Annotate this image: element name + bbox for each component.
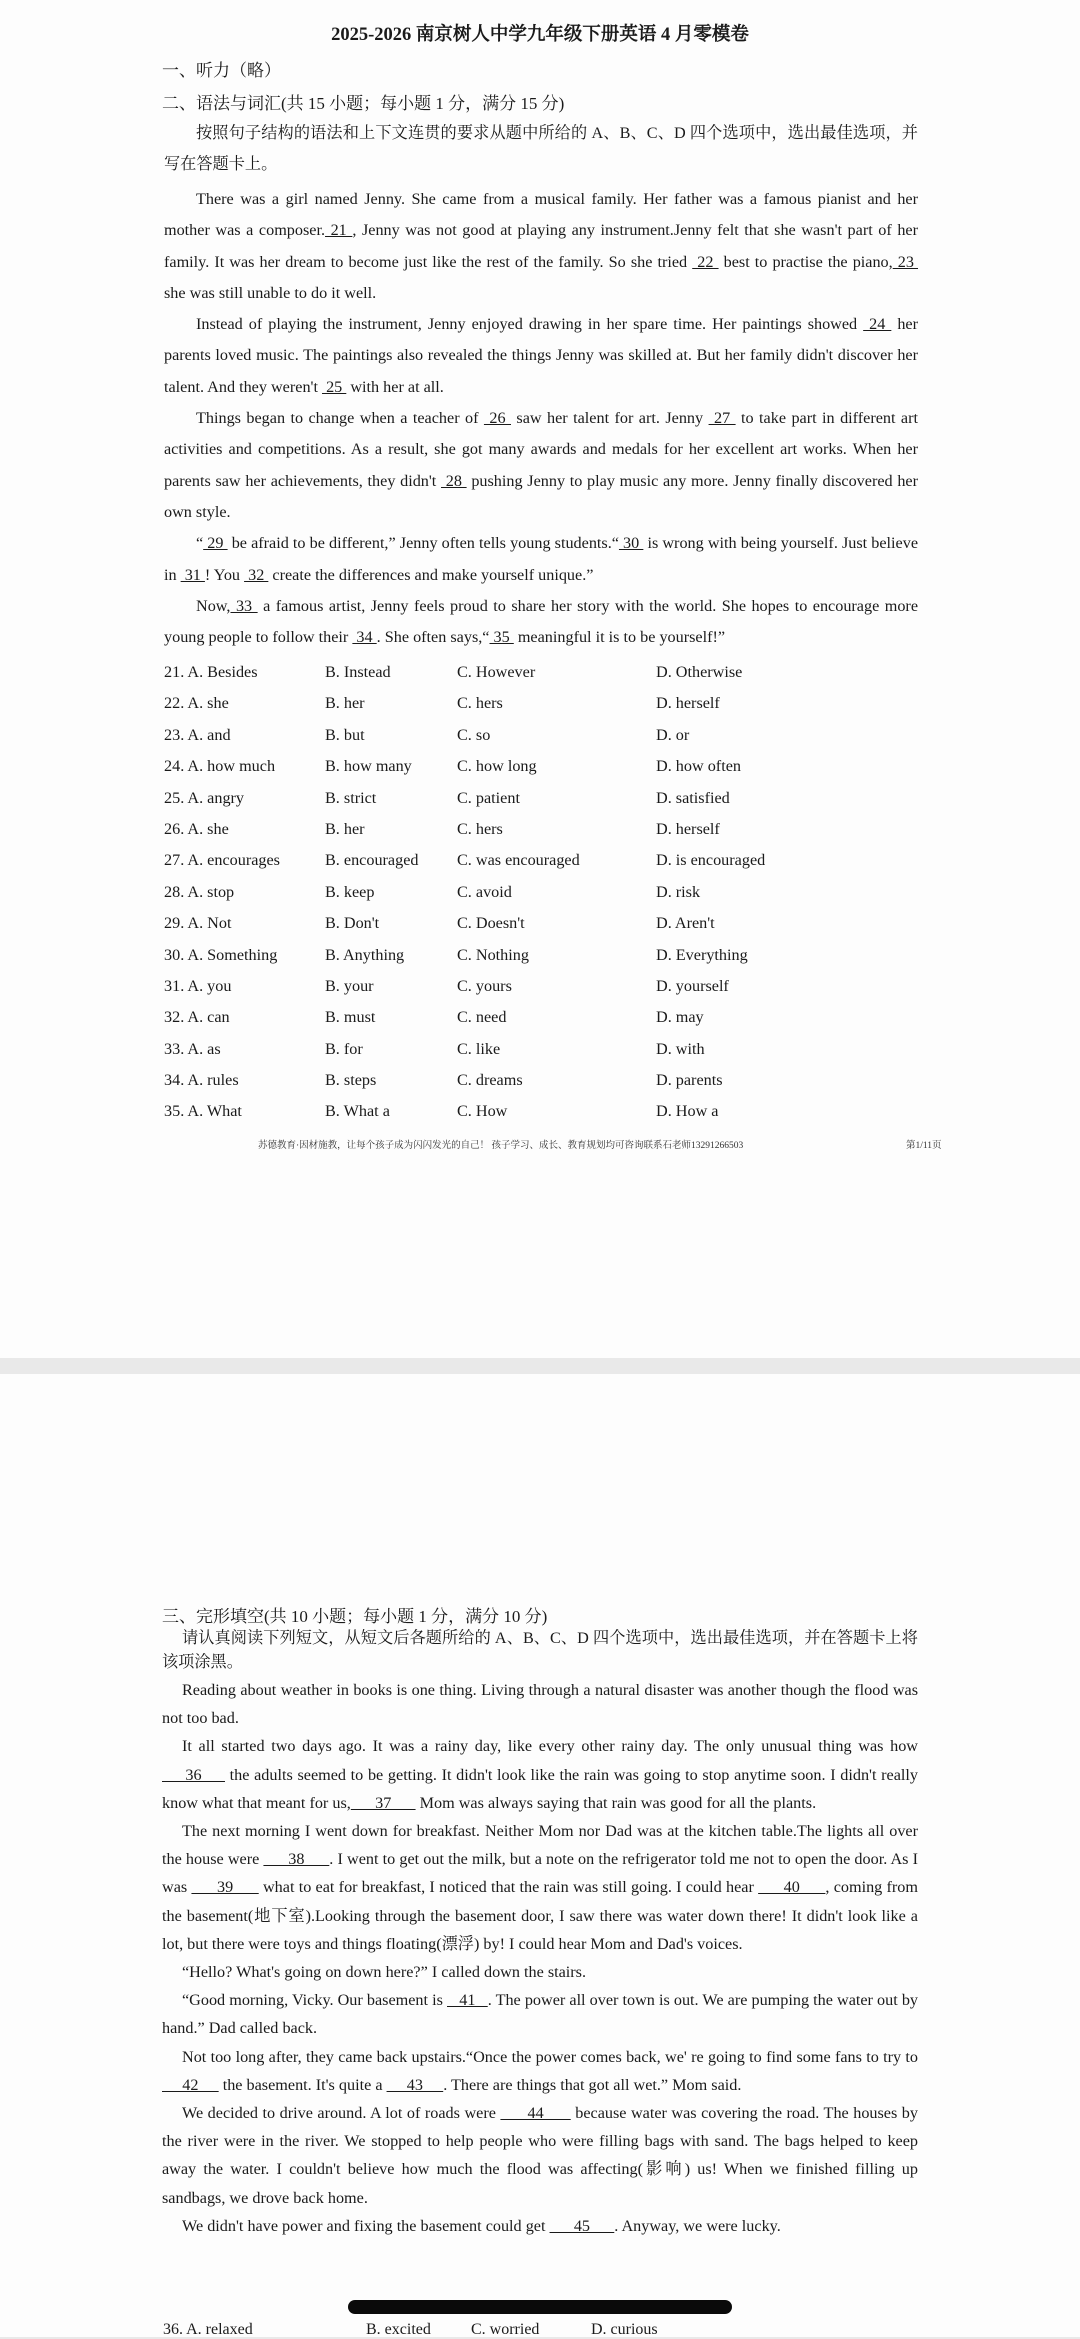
grammar-paragraph: Now, 33 a famous artist, Jenny feels proud to share her story with the world. She hopes to encourage more young people to follow their 34 . She often says,“ 35 meaningful it is to be yourself!” xyxy=(164,596,919,647)
option-a: 32. A. can xyxy=(164,1008,230,1027)
cloze-paragraph: We didn't have power and fixing the basement could get 45 . Anyway, we were lucky. xyxy=(182,2216,781,2235)
option-c: C. hers xyxy=(457,694,503,713)
answer-blank: 24 xyxy=(863,315,892,334)
option-b: B. must xyxy=(325,1008,376,1027)
option-b: B. her xyxy=(325,819,365,838)
answer-blank: 45 xyxy=(549,2216,615,2235)
answer-blank: 41 xyxy=(447,1991,488,2010)
footer-left: 苏德教育·因材施教，让每个孩子成为闪闪发光的自己！ 孩子学习、成长、教育规划均可咨询联系石老师13291266503 xyxy=(258,1141,744,1151)
option-a: 36. A. relaxed xyxy=(163,2321,253,2338)
answer-blank: 36 xyxy=(162,1765,225,1784)
option-d: D. or xyxy=(656,725,690,744)
option-b: B. for xyxy=(325,1039,363,1058)
option-b: B. Instead xyxy=(325,663,391,681)
option-b: B. but xyxy=(325,725,365,744)
option-b: B. her xyxy=(325,694,365,713)
option-d: D. yourself xyxy=(656,976,729,995)
cloze-instructions-text: 请认真阅读下列短文，从短文后各题所给的 A、B、C、D 四个选项中，选出最佳选项，并在答题卡上将该项涂黑。 xyxy=(162,1629,918,1671)
answer-blank: 27 xyxy=(708,409,736,428)
answer-blank: 40 xyxy=(758,1878,826,1897)
instructions-text: 按照句子结构的语法和上下文连贯的要求从题中所给的 A、B、C、D 四个选项中，选出最佳选项，并写在答题卡上。 xyxy=(164,124,918,174)
answer-blank: 34 xyxy=(352,628,377,647)
section-listening: 一、听力（略） xyxy=(162,61,281,80)
cloze-paragraph: “Good morning, Vicky. Our basement is 41 . The power all over town is out. We are pumping the water out by hand.” Dad called back. xyxy=(162,1991,919,2038)
option-c: C. so xyxy=(457,725,491,744)
option-c: C. patient xyxy=(457,788,520,807)
option-c: C. worried xyxy=(471,2321,540,2338)
home-indicator[interactable] xyxy=(348,2300,732,2314)
option-b: B. your xyxy=(325,976,374,995)
answer-blank: 35 xyxy=(489,628,514,647)
page-number: 第1/11页 xyxy=(906,1141,942,1151)
option-b: B. steps xyxy=(325,1071,377,1090)
cloze-paragraph: Not too long after, they came back upstairs.“Once the power comes back, we' re going to find some fans to try to 42 the basement. It's quite a 43 . There are things that got all wet.” Mom said. xyxy=(162,2047,918,2094)
option-c: C. avoid xyxy=(457,882,512,901)
answer-blank: 26 xyxy=(483,409,511,428)
option-a: 22. A. she xyxy=(164,694,229,713)
option-d: D. risk xyxy=(656,882,701,901)
option-a: 27. A. encourages xyxy=(164,851,280,870)
answer-blank: 21 xyxy=(325,221,353,240)
option-d: D. with xyxy=(656,1039,705,1058)
grammar-paragraph: “ 29 be afraid to be different,” Jenny often tells young students.“ 30 is wrong with being yourself. Just believe in 31 ! You 32 create the differences and make yourself unique.” xyxy=(164,534,919,584)
option-d: D. how often xyxy=(656,757,741,776)
option-b: B. Don't xyxy=(325,914,380,933)
option-d: D. herself xyxy=(656,694,720,713)
answer-blank: 43 xyxy=(386,2075,444,2094)
option-c: C. dreams xyxy=(457,1071,523,1090)
option-d: D. How a xyxy=(656,1102,719,1121)
grammar-paragraph: Things began to change when a teacher of 26 saw her talent for art. Jenny 27 to take part in different art activities and competitions. As a result, she got many awards and medals for her excellent art works. When her parents saw her achievements, they didn't 28 pushing Jenny to play music any more. Jenny finally discovered her own style. xyxy=(164,409,918,521)
cloze-passage xyxy=(162,1676,918,2240)
answer-blank: 29 xyxy=(203,534,228,553)
option-b: B. keep xyxy=(325,882,375,901)
cloze-paragraph: Reading about weather in books is one thing. Living through a natural disaster was another though the flood was not too bad. xyxy=(162,1681,918,1728)
cloze-paragraph: We decided to drive around. A lot of roads were 44 because water was covering the road. The houses by the river were in the river. We stopped to help people who were filling bags with sand. The bags helped to keep away the water. I couldn't believe how much the flood was affecting(影响) us! When we finished filling up sandbags, we drove back home. xyxy=(162,2104,918,2207)
grammar-paragraph: There was a girl named Jenny. She came from a musical family. Her father was a famous pianist and her mother was a composer. 21 , Jenny was not good at playing any instrument.Jenny felt that she wasn't part of her family. It was her dream to become just like the rest of the family. So she tried 22 best to practise the piano, 23 she was still unable to do it well. xyxy=(164,190,919,302)
option-a: 25. A. angry xyxy=(164,788,245,807)
option-c: C. like xyxy=(457,1039,501,1058)
page-2 xyxy=(0,1374,1080,2337)
option-a: 33. A. as xyxy=(164,1039,221,1058)
option-b: B. What a xyxy=(325,1102,390,1121)
option-d: D. Everything xyxy=(656,945,748,964)
answer-blank: 33 xyxy=(230,596,258,615)
option-d: D. Aren't xyxy=(656,914,715,933)
answer-blank: 23 xyxy=(892,252,919,271)
option-a: 31. A. you xyxy=(164,976,232,995)
option-a: 24. A. how much xyxy=(164,757,276,776)
option-a: 21. A. Besides xyxy=(164,663,258,681)
option-d: D. herself xyxy=(656,819,720,838)
option-c: C. yours xyxy=(457,976,512,995)
grammar-instructions xyxy=(164,118,918,181)
exam-title: 2025-2026 南京树人中学九年级下册英语 4 月零模卷 xyxy=(331,25,749,45)
option-a: 23. A. and xyxy=(164,725,231,744)
option-a: 28. A. stop xyxy=(164,882,235,901)
answer-blank: 30 xyxy=(618,534,644,553)
cloze-paragraph: The next morning I went down for breakfast. Neither Mom nor Dad was at the kitchen table.The lights all over the house were 38 . I went to get out the milk, but a note on the refrigerator told me not to open the door. As I was 39 what to eat for breakfast, I noticed that the rain was still going. I could hear 40 , coming from the basement(地下室).Looking through the basement door, I saw there was water down there! It didn't look like a lot, but there were toys and things floating(漂浮) by! I could hear Mom and Dad's voices. xyxy=(162,1822,919,1953)
option-b: B. strict xyxy=(325,788,377,807)
answer-blank: 37 xyxy=(350,1793,416,1812)
answer-blank: 39 xyxy=(191,1878,259,1897)
option-c: C. how long xyxy=(457,757,537,776)
option-d: D. parents xyxy=(656,1071,723,1090)
answer-blank: 38 xyxy=(263,1850,330,1869)
option-c: C. Nothing xyxy=(457,945,529,964)
option-d: D. curious xyxy=(591,2321,658,2338)
section-cloze-heading: 三、完形填空(共 10 小题；每小题 1 分，满分 10 分) xyxy=(162,1607,548,1626)
section-grammar-heading: 二、语法与词汇(共 15 小题；每小题 1 分，满分 15 分) xyxy=(162,94,565,113)
option-a: 34. A. rules xyxy=(164,1071,239,1090)
cloze-instructions xyxy=(162,1626,918,1674)
option-c: C. How xyxy=(457,1102,508,1121)
option-b: B. excited xyxy=(366,2321,431,2338)
option-d: D. is encouraged xyxy=(656,851,766,870)
option-d: D. Otherwise xyxy=(656,663,743,681)
option-c: C. However xyxy=(457,663,536,681)
option-b: B. Anything xyxy=(325,945,405,964)
option-d: D. may xyxy=(656,1008,704,1027)
answer-blank: 42 xyxy=(162,2075,219,2094)
answer-blank: 22 xyxy=(692,252,719,271)
option-d: D. satisfied xyxy=(656,788,730,807)
option-b: B. encouraged xyxy=(325,851,419,870)
option-a: 26. A. she xyxy=(164,819,229,838)
option-c: C. hers xyxy=(457,819,503,838)
answer-blank: 25 xyxy=(322,377,347,396)
answer-blank: 44 xyxy=(500,2104,571,2123)
option-a: 35. A. What xyxy=(164,1102,242,1121)
cloze-paragraph: “Hello? What's going on down here?” I called down the stairs. xyxy=(182,1963,587,1982)
answer-blank: 28 xyxy=(441,471,467,490)
option-a: 30. A. Something xyxy=(164,945,278,964)
grammar-passage xyxy=(164,184,918,653)
option-c: C. need xyxy=(457,1008,507,1027)
option-b: B. how many xyxy=(325,757,412,776)
answer-blank: 31 xyxy=(180,565,205,584)
option-a: 29. A. Not xyxy=(164,914,232,933)
answer-blank: 32 xyxy=(244,565,269,584)
cloze-paragraph: It all started two days ago. It was a rainy day, like every other rainy day. The only unusual thing was how 36 the adults seemed to be getting. It didn't look like the rain was going to stop anytime soon. I didn't really know what that meant for us, 37 Mom was always saying that rain was good for all the plants. xyxy=(162,1737,918,1812)
grammar-paragraph: Instead of playing the instrument, Jenny enjoyed drawing in her spare time. Her paintings showed 24 her parents loved music. The paintings also revealed the things Jenny was skilled at. But her family didn't discover her talent. And they weren't 25 with her at all. xyxy=(164,315,919,396)
option-c: C. Doesn't xyxy=(457,914,525,933)
option-c: C. was encouraged xyxy=(457,851,580,870)
